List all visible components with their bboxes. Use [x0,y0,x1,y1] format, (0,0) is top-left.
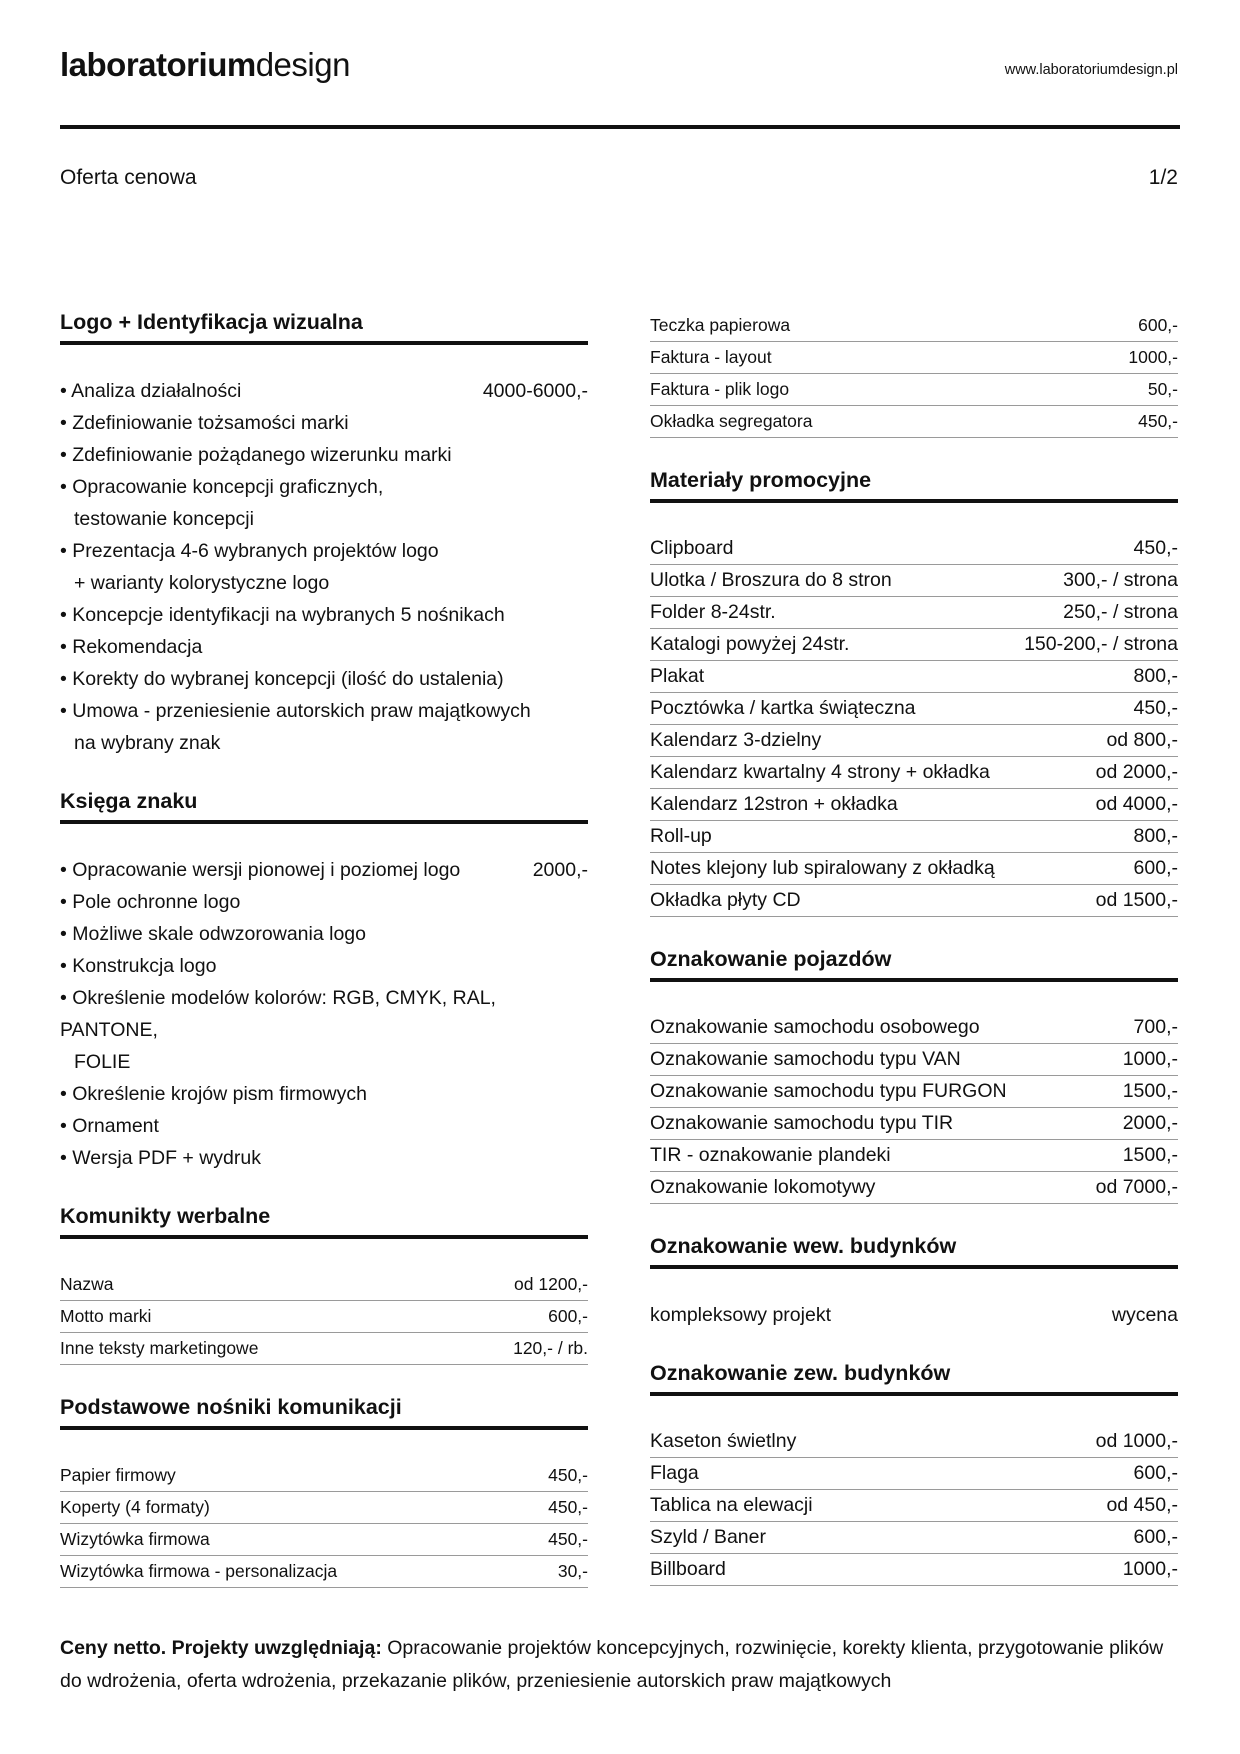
table-row [650,1012,1178,1044]
bullet-text: • Opracowanie koncepcji graficznych, [60,476,384,498]
row-price: 450,- [548,1497,588,1517]
logo-bold-part: laboratorium [60,46,256,83]
zew-table [650,1426,1178,1586]
table-row [650,1426,1178,1458]
row-price: 1000,- [1122,1558,1178,1580]
row-price: wycena [1111,1303,1178,1326]
bullet-text: • Umowa - przeniesienie autorskich praw majątkowych [60,700,531,722]
table-row [60,1556,588,1588]
bullet-text: • Możliwe skale odwzorowania logo [60,923,366,945]
table-row [60,1301,588,1333]
table-row [650,853,1178,885]
bullet-line [60,918,588,950]
table-row [650,1299,1178,1331]
table-row [60,1269,588,1301]
row-price: 450,- [1138,411,1178,431]
table-row [650,1490,1178,1522]
section-title-ksiega: Księga znaku [60,787,588,824]
row-item: Billboard [650,1558,726,1580]
row-item: Kaseton świetlny [650,1430,797,1452]
bullet-line [60,727,588,759]
row-price: 1500,- [1122,1080,1178,1102]
row-item: Katalogi powyżej 24str. [650,633,850,655]
bullet-line [60,1014,588,1046]
right-column [650,310,1178,1586]
table-row [650,821,1178,853]
bullet-line [60,950,588,982]
row-price: 800,- [1133,665,1178,687]
table-row [650,342,1178,374]
bullet-text: • Konstrukcja logo [60,955,217,977]
row-price: 2000,- [1122,1112,1178,1134]
footer-text: Opracowanie projektów koncepcyjnych, rozwinięcie, korekty klienta, przygotowanie plików do wdrożenia, oferta wdrożenia, przekazanie plików, przeniesienie autorskich praw majątkowych [60,1637,1164,1692]
promo-table [650,533,1178,917]
section-title-pojazdy: Oznakowanie pojazdów [650,945,1178,982]
bullet-text: • Zdefiniowanie tożsamości marki [60,412,349,434]
row-item: Oznakowanie samochodu typu FURGON [650,1080,1007,1102]
row-price: 450,- [548,1529,588,1549]
logo-light-part: design [255,46,350,83]
row-price: 450,- [1133,697,1178,719]
bullet-line [60,695,588,727]
row-price: od 1200,- [514,1274,588,1294]
website-link[interactable]: www.laboratoriumdesign.pl [1004,62,1178,78]
row-price: 450,- [1133,537,1178,559]
row-item: Kalendarz 3-dzielny [650,729,822,751]
bullet-text: • Zdefiniowanie pożądanego wizerunku marki [60,444,452,466]
brand-logo [60,46,350,84]
bullet-price: 2000,- [532,859,588,881]
table-row [650,533,1178,565]
row-item: Wizytówka firmowa - personalizacja [60,1561,338,1581]
row-item: Ulotka / Broszura do 8 stron [650,569,892,591]
table-row [650,725,1178,757]
section-title-promo: Materiały promocyjne [650,466,1178,503]
bullet-text: • Rekomendacja [60,636,203,658]
table-row [650,310,1178,342]
row-price: 150-200,- / strona [1024,633,1178,655]
row-item: Teczka papierowa [650,315,791,335]
bullet-line [60,375,588,407]
bullet-line [60,535,588,567]
row-item: kompleksowy projekt [650,1303,831,1326]
row-price: od 1000,- [1095,1430,1178,1452]
row-item: Notes klejony lub spiralowany z okładką [650,857,995,879]
row-item: Flaga [650,1462,699,1484]
row-item: Papier firmowy [60,1465,176,1485]
section-title-zew: Oznakowanie zew. budynków [650,1359,1178,1396]
table-row [60,1333,588,1365]
row-price: od 2000,- [1095,761,1178,783]
row-item: Folder 8-24str. [650,601,776,623]
row-price: 800,- [1133,825,1178,847]
row-price: 1500,- [1122,1144,1178,1166]
table-row [650,1108,1178,1140]
table-row [650,885,1178,917]
row-item: Oznakowanie samochodu typu VAN [650,1048,961,1070]
table-row [60,1492,588,1524]
bullet-line [60,854,588,886]
row-price: od 4000,- [1095,793,1178,815]
table-row [650,374,1178,406]
row-price: 600,- [548,1306,588,1326]
table-row [650,597,1178,629]
table-row [650,1140,1178,1172]
row-item: Faktura - layout [650,347,772,367]
row-item: Clipboard [650,537,734,559]
bullet-line [60,1110,588,1142]
bullet-text: • Określenie krojów pism firmowych [60,1083,367,1105]
bullet-text: • Koncepcje identyfikacji na wybranych 5 nośnikach [60,604,505,626]
table-row [650,1522,1178,1554]
footer-note [60,1632,1178,1698]
row-price: od 450,- [1106,1494,1178,1516]
page-number: 1/2 [1148,166,1178,189]
row-item: Koperty (4 formaty) [60,1497,210,1517]
bullet-text: PANTONE, [60,1019,158,1041]
row-item: Okładka segregatora [650,411,813,431]
section-title-komunikaty: Komunikty werbalne [60,1202,588,1239]
table-row [650,565,1178,597]
bullet-line [60,439,588,471]
bullet-line [60,567,588,599]
row-price: 50,- [1147,379,1178,399]
table-row [60,1460,588,1492]
bullet-text: • Analiza działalności [60,380,242,402]
row-price: 600,- [1138,315,1178,335]
table-row [650,661,1178,693]
bullet-line [60,407,588,439]
page-title: Oferta cenowa [60,166,197,189]
row-item: Okładka płyty CD [650,889,801,911]
row-price: 600,- [1133,857,1178,879]
left-column [60,308,588,1588]
section-title-nosniki: Podstawowe nośniki komunikacji [60,1393,588,1430]
table-row [60,1524,588,1556]
bullet-line [60,663,588,695]
table-row [650,1172,1178,1204]
continuation-table [650,310,1178,438]
table-row [650,629,1178,661]
row-item: Nazwa [60,1274,114,1294]
bullet-text: testowanie koncepcji [74,508,254,530]
row-item: Kalendarz 12stron + okładka [650,793,898,815]
table-row [650,757,1178,789]
row-item: Plakat [650,665,705,687]
bullet-line [60,1142,588,1174]
bullet-line [60,471,588,503]
wew-table [650,1299,1178,1331]
bullet-line [60,599,588,631]
bullet-line [60,886,588,918]
table-row [650,693,1178,725]
table-row [650,406,1178,438]
ksiega-bullets [60,854,588,1174]
row-item: TIR - oznakowanie plandeki [650,1144,891,1166]
row-price: od 800,- [1106,729,1178,751]
row-item: Motto marki [60,1306,152,1326]
row-item: Inne teksty marketingowe [60,1338,259,1358]
row-price: od 7000,- [1095,1176,1178,1198]
bullet-text: • Pole ochronne logo [60,891,241,913]
bullet-text: • Ornament [60,1115,159,1137]
bullet-text: FOLIE [74,1051,131,1073]
bullet-text: na wybrany znak [74,732,221,754]
table-row [650,789,1178,821]
bullet-line [60,1046,588,1078]
row-item: Tablica na elewacji [650,1494,813,1516]
bullet-line [60,631,588,663]
row-price: 450,- [548,1465,588,1485]
nosniki-table [60,1460,588,1588]
table-row [650,1554,1178,1586]
row-price: 600,- [1133,1526,1178,1548]
section-title-logo: Logo + Identyfikacja wizualna [60,308,588,345]
row-item: Oznakowanie samochodu typu TIR [650,1112,954,1134]
row-price: 120,- / rb. [513,1338,588,1358]
row-price: od 1500,- [1095,889,1178,911]
bullet-price: 4000-6000,- [482,380,588,402]
bullet-text: • Korekty do wybranej koncepcji (ilość do ustalenia) [60,668,504,690]
pojazdy-table [650,1012,1178,1204]
row-item: Oznakowanie samochodu osobowego [650,1016,980,1038]
row-item: Roll-up [650,825,712,847]
header-divider [60,125,1180,129]
bullet-line [60,503,588,535]
row-price: 1000,- [1122,1048,1178,1070]
bullet-text: • Wersja PDF + wydruk [60,1147,261,1169]
row-price: 600,- [1133,1462,1178,1484]
table-row [650,1458,1178,1490]
row-item: Kalendarz kwartalny 4 strony + okładka [650,761,990,783]
row-price: 300,- / strona [1063,569,1178,591]
row-item: Oznakowanie lokomotywy [650,1176,876,1198]
bullet-line [60,1078,588,1110]
table-row [650,1076,1178,1108]
komunikaty-table [60,1269,588,1365]
row-price: 30,- [557,1561,588,1581]
row-price: 250,- / strona [1063,601,1178,623]
row-item: Faktura - plik logo [650,379,790,399]
footer-bold: Ceny netto. Projekty uwzględniają: [60,1637,382,1659]
section-title-wew: Oznakowanie wew. budynków [650,1232,1178,1269]
bullet-text: + warianty kolorystyczne logo [74,572,330,594]
table-row [650,1044,1178,1076]
row-item: Szyld / Baner [650,1526,766,1548]
bullet-text: • Opracowanie wersji pionowej i poziomej logo [60,859,461,881]
row-item: Pocztówka / kartka świąteczna [650,697,916,719]
bullet-line [60,982,588,1014]
logo-bullets [60,375,588,759]
row-price: 1000,- [1128,347,1178,367]
row-item: Wizytówka firmowa [60,1529,210,1549]
bullet-text: • Określenie modelów kolorów: RGB, CMYK, RAL, [60,987,496,1009]
bullet-text: • Prezentacja 4-6 wybranych projektów logo [60,540,439,562]
row-price: 700,- [1133,1016,1178,1038]
